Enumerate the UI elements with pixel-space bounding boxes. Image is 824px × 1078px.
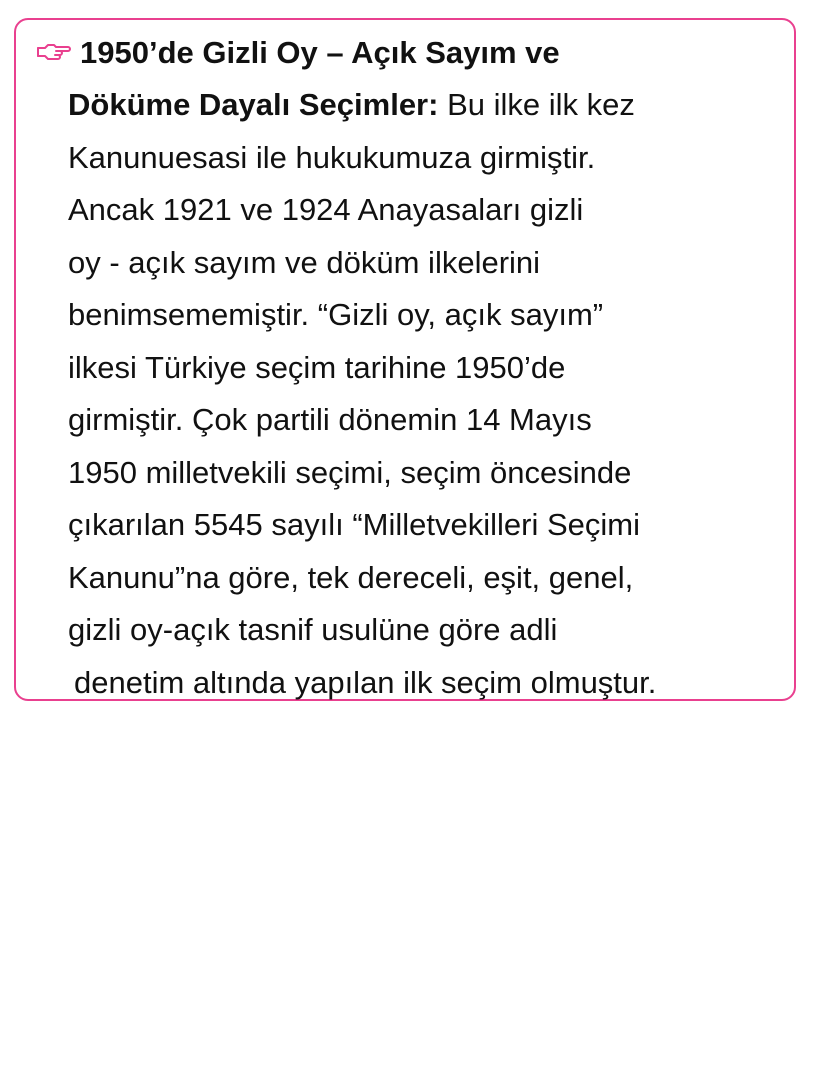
note-body-line: Kanunu”na göre, tek dereceli, eşit, genel, [68, 560, 634, 595]
pointing-hand-icon [36, 40, 72, 62]
note-body-start: Bu ilke ilk kez [438, 87, 635, 122]
note-body-line: benimsememiştir. “Gizli oy, açık sayım” [68, 297, 604, 332]
note-body-line: Kanunuesasi ile hukukumuza girmiştir. [68, 140, 596, 175]
note-body-line: Ancak 1921 ve 1924 Anayasaları gizli [68, 192, 584, 227]
note-body-line: ilkesi Türkiye seçim tarihine 1950’de [68, 350, 566, 385]
note-heading-line-1: 1950’de Gizli Oy – Açık Sayım ve [80, 35, 560, 70]
note-heading-line-2 [68, 87, 635, 123]
note-body-line: çıkarılan 5545 sayılı “Milletvekilleri Seçimi [68, 507, 640, 542]
note-body-line: gizli oy-açık tasnif usulüne göre adli [68, 612, 558, 647]
note-body-line: denetim altında yapılan ilk seçim olmuştur. [74, 665, 657, 700]
note-body-line: oy - açık sayım ve döküm ilkelerini [68, 245, 541, 280]
note-body-line: 1950 milletvekili seçimi, seçim öncesinde [68, 455, 632, 490]
note-heading-text: Döküme Dayalı Seçimler: [68, 87, 439, 122]
note-body-line: girmiştir. Çok partili dönemin 14 Mayıs [68, 402, 592, 437]
